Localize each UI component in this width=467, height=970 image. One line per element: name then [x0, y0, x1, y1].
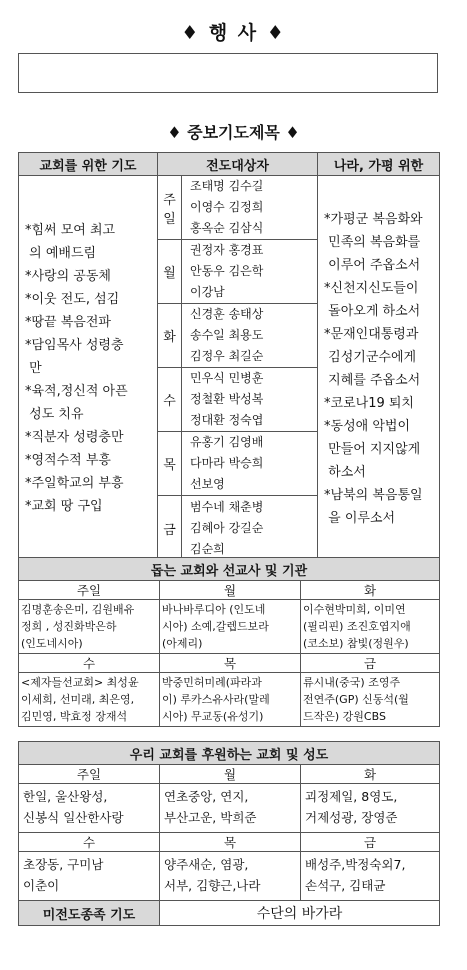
missions-title: 돕는 교회와 선교사 및 기관 — [19, 558, 440, 581]
sponsor-cell: 연초중앙, 연지, 부산고운, 박희준 — [160, 784, 301, 833]
church-prayer-item: *힘써 모여 최고 — [25, 223, 116, 238]
church-prayer-item: *사랑의 공동체 — [25, 269, 111, 284]
mission-cell: <제자들선교회> 최성윤 이세희, 선미래, 최은영, 김민영, 박효정 장재석 — [19, 673, 160, 727]
nation-prayer-item: 민족의 복음화를 — [324, 234, 421, 250]
unreached-value: 수단의 바가라 — [160, 901, 440, 926]
sponsors-title: 우리 교회를 후원하는 교회 및 성도 — [19, 742, 440, 765]
nation-prayer-list — [318, 176, 440, 562]
missions-table — [18, 557, 440, 727]
sponsor-cell: 배성주,박정숙외7, 손석구, 김태균 — [301, 852, 440, 901]
church-prayer-item: *직분자 성령충만 — [25, 430, 124, 445]
prayer-table — [18, 152, 440, 562]
day-label: 금 — [158, 496, 182, 562]
nation-prayer-item: *동성애 악법이 — [324, 418, 410, 434]
day-label: 수 — [158, 368, 182, 432]
nation-prayer-item: 이루어 주옵소서 — [324, 257, 421, 273]
church-prayer-item: *땅끝 복음전파 — [25, 315, 111, 330]
church-prayer-item: 성도 치유 — [25, 407, 84, 422]
unreached-label: 미전도종족 기도 — [19, 901, 160, 926]
events-title: ♦ 행 사 ♦ — [181, 22, 286, 44]
day-label: 화 — [301, 581, 440, 600]
evangelism-names: 조태명 김수길 이영수 김정희 홍옥순 김삼식 — [182, 176, 318, 240]
sponsor-cell: 한일, 울산왕성, 신봉식 일산한사랑 — [19, 784, 160, 833]
church-prayer-item: *주일학교의 부흥 — [25, 476, 124, 491]
church-prayer-item: 만 — [25, 361, 42, 376]
day-label: 수 — [19, 833, 160, 852]
nation-prayer-item: *가평군 복음화와 — [324, 211, 423, 227]
mission-cell: 박중민허미례(파라과 이) 루카스유사라(말레 시아) 무교동(유성기) — [160, 673, 301, 727]
day-label: 월 — [160, 581, 301, 600]
day-label: 주일 — [19, 765, 160, 784]
nation-prayer-item: *신천지신도들이 — [324, 280, 419, 296]
nation-prayer-item: 을 이루소서 — [324, 510, 396, 526]
mission-cell: 바나바루디아 (인도네 시아) 소예,갈렙드보라 (아제리) — [160, 600, 301, 654]
nation-prayer-item: 하소서 — [324, 464, 366, 480]
mission-cell: 김명훈송은미, 김원배유 정희 , 성진화박은하 (인도네시아) — [19, 600, 160, 654]
church-prayer-item: *이웃 전도, 섬김 — [25, 292, 120, 307]
evangelism-names: 권정자 홍경표 안동우 김은학 이강남 — [182, 240, 318, 304]
church-prayer-item: *교회 땅 구입 — [25, 499, 103, 514]
church-prayer-item: *담임목사 성령충 — [25, 338, 124, 353]
day-label: 목 — [160, 833, 301, 852]
events-box — [18, 53, 438, 93]
day-label: 주일 — [19, 581, 160, 600]
mission-cell: 류시내(중국) 조영주 전연주(GP) 신동석(월 드작은) 강원CBS — [301, 673, 440, 727]
day-label: 화 — [301, 765, 440, 784]
day-label: 화 — [158, 304, 182, 368]
day-label: 목 — [160, 654, 301, 673]
nation-prayer-item: 돌아오게 하소서 — [324, 303, 421, 319]
nation-prayer-item: *문재인대통령과 — [324, 326, 419, 342]
day-label: 월 — [160, 765, 301, 784]
header-evangelism: 전도대상자 — [158, 153, 318, 176]
sponsor-cell: 초장동, 구미남 이춘이 — [19, 852, 160, 901]
day-label: 주일 — [158, 176, 182, 240]
header-nation: 나라, 가평 위한 — [318, 153, 440, 176]
evangelism-names: 신경훈 송태상 송수일 최용도 김정우 최길순 — [182, 304, 318, 368]
day-label: 금 — [301, 654, 440, 673]
evangelism-names: 유홍기 김영배 다마라 박승희 선보영 — [182, 432, 318, 496]
church-prayer-item: 의 예배드림 — [25, 246, 97, 261]
day-label: 금 — [301, 833, 440, 852]
church-prayer-item: *육적,정신적 아픈 — [25, 384, 128, 399]
nation-prayer-item: 만들어 지지않게 — [324, 441, 421, 457]
nation-prayer-item: 김성기군수에게 — [324, 349, 417, 365]
sponsor-cell: 양주새순, 염광, 서부, 김향근,나라 — [160, 852, 301, 901]
evangelism-names: 민우식 민병훈 정철환 박성복 정대환 정숙엽 — [182, 368, 318, 432]
nation-prayer-item: *코로나19 퇴치 — [324, 395, 414, 411]
church-prayer-item: *영적수적 부흥 — [25, 453, 111, 468]
nation-prayer-item: 지혜를 주옵소서 — [324, 372, 421, 388]
mission-cell: 이수현박미희, 이미연 (필리핀) 조진호엽지애 (코소보) 참빛(정원우) — [301, 600, 440, 654]
day-label: 수 — [19, 654, 160, 673]
sponsors-table — [18, 741, 440, 926]
day-label: 월 — [158, 240, 182, 304]
prayer-title: ♦ 중보기도제목 ♦ — [167, 123, 300, 142]
nation-prayer-item: *남북의 복음통일 — [324, 487, 423, 503]
day-label: 목 — [158, 432, 182, 496]
evangelism-names: 범수네 채춘병 김혜아 강길순 김순희 — [182, 496, 318, 562]
sponsor-cell: 괴정제일, 8영도, 거제성광, 장영준 — [301, 784, 440, 833]
header-church: 교회를 위한 기도 — [19, 153, 158, 176]
church-prayer-list — [19, 176, 158, 562]
